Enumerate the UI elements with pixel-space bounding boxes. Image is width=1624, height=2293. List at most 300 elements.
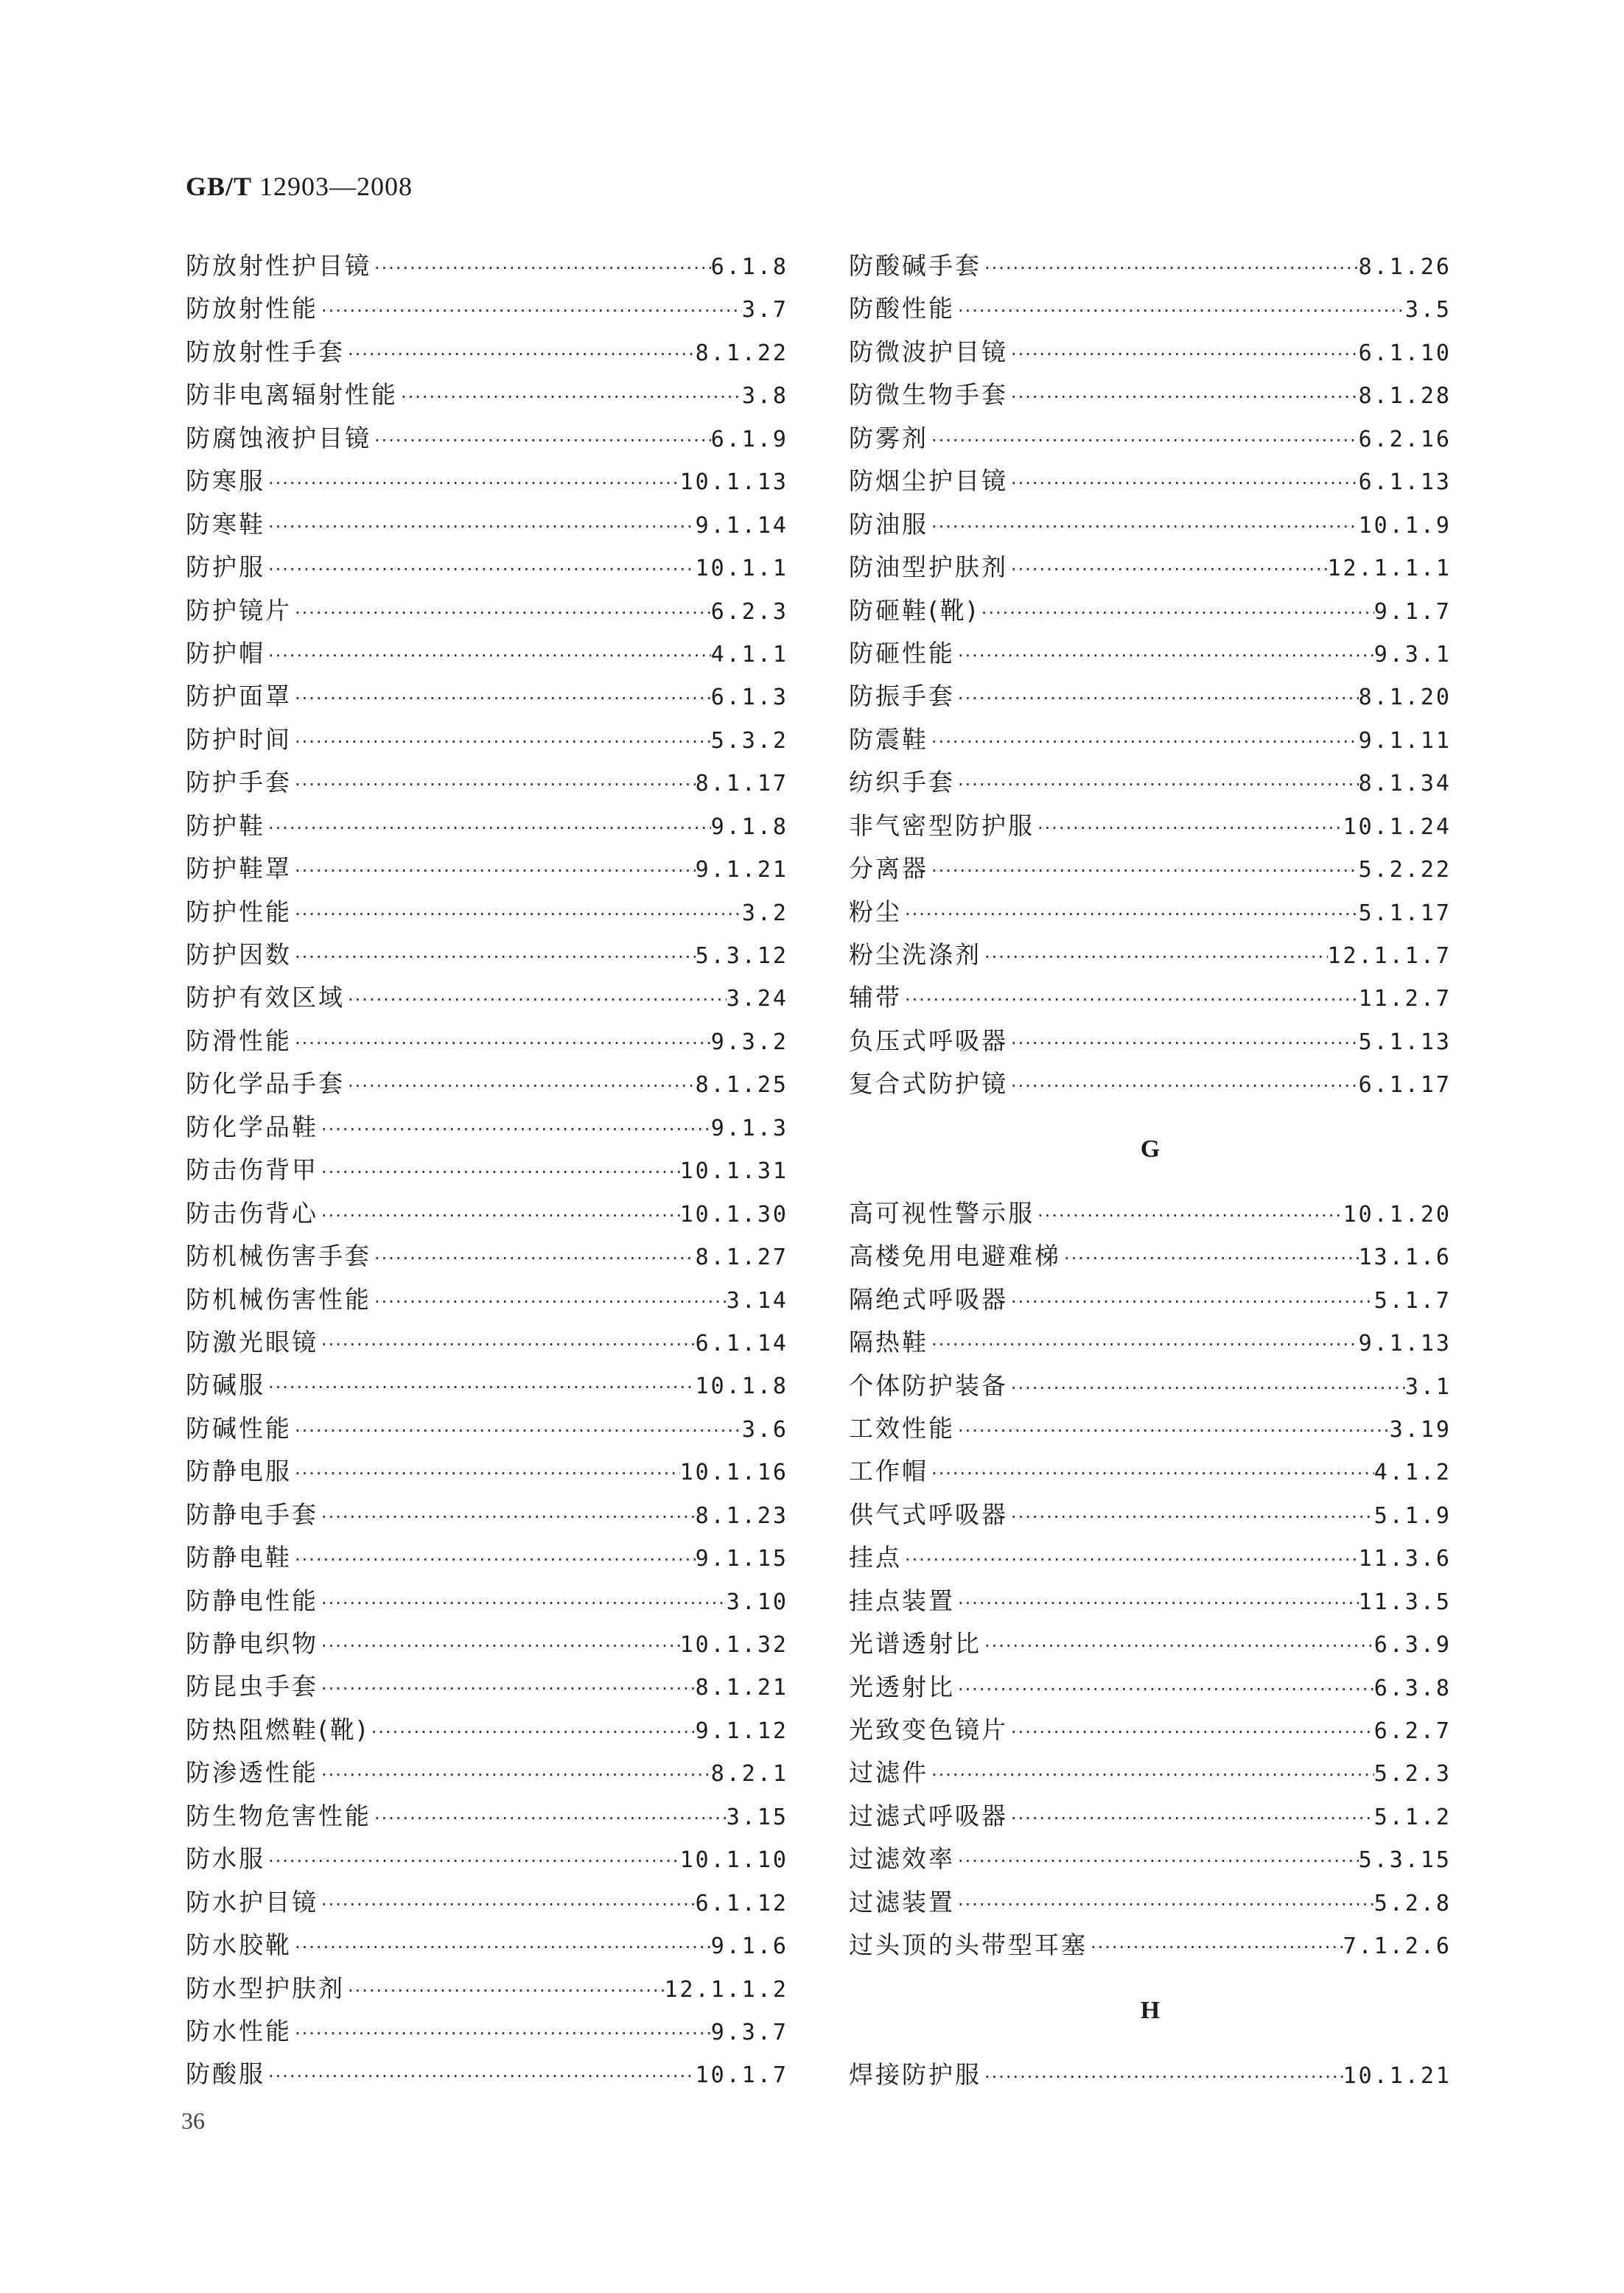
index-entry bbox=[849, 1450, 1452, 1493]
clause-number: 9.3.7 bbox=[710, 2019, 788, 2045]
dot-leader bbox=[955, 677, 1359, 720]
index-entry bbox=[849, 1321, 1452, 1364]
dot-leader bbox=[318, 1323, 696, 1366]
index-entry bbox=[186, 1321, 788, 1364]
clause-number: 9.3.1 bbox=[1373, 641, 1452, 668]
index-term: 光透射比 bbox=[849, 1672, 955, 1701]
index-entry bbox=[849, 2054, 1452, 2096]
index-entry bbox=[186, 1149, 788, 1191]
index-term: 防碱性能 bbox=[186, 1413, 292, 1443]
index-entry bbox=[186, 460, 788, 503]
clause-number: 13.1.6 bbox=[1358, 1244, 1452, 1271]
clause-number: 9.1.12 bbox=[695, 1718, 788, 1744]
index-entry bbox=[186, 546, 788, 589]
index-term: 工效性能 bbox=[849, 1413, 955, 1443]
index-term: 防静电服 bbox=[186, 1457, 292, 1486]
clause-number: 5.3.12 bbox=[695, 943, 788, 969]
clause-number: 12.1.1.2 bbox=[664, 1976, 788, 2003]
standard-number bbox=[186, 171, 413, 202]
index-entry bbox=[849, 1622, 1452, 1665]
index-entry bbox=[186, 245, 788, 287]
index-entry bbox=[849, 805, 1452, 847]
clause-number: 8.1.17 bbox=[695, 771, 788, 797]
index-term: 防渗透性能 bbox=[186, 1758, 318, 1788]
dot-leader bbox=[1008, 1797, 1374, 1840]
index-entry bbox=[849, 287, 1452, 330]
index-term: 个体防护装备 bbox=[849, 1370, 1008, 1400]
dot-leader bbox=[1061, 1237, 1359, 1280]
index-entry bbox=[849, 417, 1452, 460]
index-term: 防水护目镜 bbox=[186, 1887, 318, 1916]
clause-number: 10.1.10 bbox=[679, 1847, 788, 1874]
index-term: 负压式呼吸器 bbox=[849, 1026, 1008, 1055]
clause-number: 6.1.12 bbox=[695, 1890, 788, 1916]
dot-leader bbox=[981, 1625, 1374, 1667]
index-entry bbox=[186, 632, 788, 675]
dot-leader bbox=[345, 979, 727, 1021]
clause-number: 5.2.3 bbox=[1373, 1761, 1452, 1788]
dot-leader bbox=[1008, 462, 1359, 505]
clause-number: 3.8 bbox=[741, 383, 788, 410]
index-entry bbox=[186, 1967, 788, 2010]
clause-number: 9.3.2 bbox=[710, 1029, 788, 1055]
index-entry bbox=[186, 1192, 788, 1235]
index-term: 隔热鞋 bbox=[849, 1328, 928, 1357]
dot-leader bbox=[318, 1194, 680, 1237]
dot-leader bbox=[318, 290, 742, 332]
index-entry bbox=[186, 934, 788, 976]
dot-leader bbox=[292, 850, 696, 892]
dot-leader bbox=[371, 1797, 727, 1840]
index-term: 非气密型防护服 bbox=[849, 811, 1035, 840]
clause-number: 8.1.22 bbox=[695, 340, 788, 366]
index-entry bbox=[849, 503, 1452, 546]
index-section-g bbox=[849, 1192, 1452, 1967]
index-entry bbox=[849, 1235, 1452, 1278]
clause-number: 8.1.26 bbox=[1358, 254, 1452, 280]
index-term: 防酸碱手套 bbox=[849, 251, 981, 280]
clause-number: 9.1.8 bbox=[710, 813, 788, 840]
index-entry bbox=[849, 847, 1452, 890]
index-entry bbox=[849, 331, 1452, 374]
index-term: 防化学品鞋 bbox=[186, 1112, 318, 1141]
index-entry bbox=[849, 1536, 1452, 1579]
index-entry bbox=[849, 1494, 1452, 1536]
index-entry bbox=[849, 1795, 1452, 1838]
clause-number: 3.15 bbox=[726, 1804, 788, 1830]
index-entry bbox=[186, 805, 788, 847]
index-entry bbox=[186, 891, 788, 934]
clause-number: 10.1.30 bbox=[679, 1201, 788, 1228]
index-entry bbox=[186, 1407, 788, 1450]
dot-leader bbox=[371, 419, 711, 462]
dot-leader bbox=[265, 634, 711, 677]
index-term: 防护鞋 bbox=[186, 811, 265, 840]
dot-leader bbox=[955, 1410, 1390, 1452]
index-entry bbox=[186, 1364, 788, 1407]
clause-number: 6.3.9 bbox=[1373, 1632, 1452, 1659]
dot-leader bbox=[318, 1151, 680, 1194]
clause-number: 10.1.7 bbox=[695, 2062, 788, 2089]
index-entry bbox=[186, 1580, 788, 1622]
dot-leader bbox=[318, 1667, 696, 1710]
section-heading-h: H bbox=[1140, 1996, 1161, 2024]
dot-leader bbox=[318, 1496, 696, 1538]
dot-leader bbox=[292, 893, 742, 936]
dot-leader bbox=[979, 592, 1374, 634]
dot-leader bbox=[981, 247, 1359, 290]
index-entry bbox=[186, 1536, 788, 1579]
index-term: 防护面罩 bbox=[186, 682, 292, 711]
index-term: 防砸性能 bbox=[849, 638, 955, 668]
index-entry bbox=[186, 1450, 788, 1493]
index-entry bbox=[186, 675, 788, 718]
dot-leader bbox=[398, 376, 742, 419]
dot-leader bbox=[292, 721, 711, 763]
index-entry bbox=[849, 1751, 1452, 1794]
dot-leader bbox=[371, 1237, 696, 1280]
index-entry bbox=[186, 503, 788, 546]
dot-leader bbox=[371, 1281, 727, 1323]
index-term: 防护因数 bbox=[186, 940, 292, 969]
index-term: 防击伤背甲 bbox=[186, 1155, 318, 1185]
clause-number: 6.1.8 bbox=[710, 254, 788, 280]
clause-number: 8.1.21 bbox=[695, 1675, 788, 1701]
clause-number: 9.1.11 bbox=[1358, 727, 1452, 754]
index-entry bbox=[849, 675, 1452, 718]
index-term: 光致变色镜片 bbox=[849, 1715, 1008, 1744]
dot-leader bbox=[1008, 548, 1328, 591]
index-entry bbox=[186, 1106, 788, 1149]
dot-leader bbox=[1008, 1065, 1359, 1107]
index-term: 防静电性能 bbox=[186, 1586, 318, 1615]
index-term: 高可视性警示服 bbox=[849, 1198, 1035, 1228]
dot-leader bbox=[265, 548, 696, 591]
index-term: 防静电鞋 bbox=[186, 1543, 292, 1572]
dot-leader bbox=[1088, 1926, 1343, 1969]
clause-number: 10.1.1 bbox=[695, 556, 788, 582]
clause-number: 3.6 bbox=[741, 1416, 788, 1443]
index-term: 防震鞋 bbox=[849, 724, 928, 754]
index-term: 防滑性能 bbox=[186, 1026, 292, 1055]
index-term: 辅带 bbox=[849, 983, 902, 1012]
index-entry bbox=[849, 1580, 1452, 1622]
clause-number: 7.1.2.6 bbox=[1343, 1933, 1452, 1960]
dot-leader bbox=[318, 1625, 680, 1667]
dot-leader bbox=[1008, 333, 1359, 376]
index-entry bbox=[849, 1278, 1452, 1321]
index-term: 防碱服 bbox=[186, 1370, 265, 1400]
index-entry bbox=[186, 1622, 788, 1665]
index-term: 防腐蚀液护目镜 bbox=[186, 423, 371, 452]
index-term: 防静电织物 bbox=[186, 1629, 318, 1658]
index-term: 防酸性能 bbox=[849, 294, 955, 323]
dot-leader bbox=[955, 763, 1359, 806]
clause-number: 8.1.28 bbox=[1358, 383, 1452, 410]
clause-number: 9.1.7 bbox=[1373, 598, 1452, 625]
index-entry bbox=[186, 417, 788, 460]
index-term: 防烟尘护目镜 bbox=[849, 466, 1008, 496]
clause-number: 9.1.6 bbox=[710, 1933, 788, 1960]
dot-leader bbox=[955, 1840, 1359, 1883]
clause-number: 3.10 bbox=[726, 1589, 788, 1615]
clause-number: 3.5 bbox=[1404, 297, 1452, 323]
index-entry bbox=[186, 1881, 788, 1924]
dot-leader bbox=[318, 1108, 711, 1151]
index-entry bbox=[849, 1709, 1452, 1751]
clause-number: 9.1.14 bbox=[695, 512, 788, 539]
index-term: 防酸服 bbox=[186, 2059, 265, 2089]
dot-leader bbox=[1008, 1367, 1405, 1410]
clause-number: 3.2 bbox=[741, 900, 788, 926]
index-term: 防寒服 bbox=[186, 466, 265, 496]
dot-leader bbox=[902, 1538, 1359, 1581]
index-entry bbox=[186, 2010, 788, 2053]
dot-leader bbox=[1035, 807, 1343, 850]
clause-number: 6.1.3 bbox=[710, 685, 788, 711]
clause-number: 5.1.7 bbox=[1373, 1287, 1452, 1314]
index-term: 防护性能 bbox=[186, 897, 292, 926]
index-column-left bbox=[186, 245, 788, 2096]
index-term: 粉尘洗涤剂 bbox=[849, 940, 981, 969]
index-entry bbox=[186, 1665, 788, 1708]
index-entry bbox=[849, 1838, 1452, 1880]
index-entry bbox=[186, 718, 788, 761]
index-entry bbox=[849, 460, 1452, 503]
index-entry bbox=[849, 245, 1452, 287]
dot-leader bbox=[928, 1452, 1374, 1495]
dot-leader bbox=[902, 893, 1359, 936]
clause-number: 10.1.13 bbox=[679, 469, 788, 496]
clause-number: 11.3.6 bbox=[1358, 1546, 1452, 1572]
dot-leader bbox=[1035, 1194, 1343, 1237]
clause-number: 10.1.24 bbox=[1343, 813, 1452, 840]
dot-leader bbox=[955, 1582, 1359, 1625]
index-entry bbox=[186, 1838, 788, 1880]
index-term: 防化学品手套 bbox=[186, 1069, 345, 1099]
dot-leader bbox=[1008, 1281, 1374, 1323]
index-term: 防放射性手套 bbox=[186, 337, 345, 366]
dot-leader bbox=[928, 1754, 1374, 1796]
index-entry bbox=[186, 1924, 788, 1967]
clause-number: 4.1.1 bbox=[710, 641, 788, 668]
clause-number: 10.1.20 bbox=[1343, 1201, 1452, 1228]
index-entry bbox=[849, 1666, 1452, 1709]
index-entry bbox=[849, 1365, 1452, 1407]
dot-leader bbox=[955, 1883, 1374, 1926]
index-section-f bbox=[849, 245, 1452, 1106]
clause-number: 3.19 bbox=[1389, 1416, 1452, 1443]
clause-number: 6.2.3 bbox=[710, 598, 788, 625]
index-term: 防水型护肤剂 bbox=[186, 1973, 345, 2003]
index-term: 防砸鞋(靴) bbox=[849, 595, 979, 625]
dot-leader bbox=[318, 1582, 727, 1625]
index-entry bbox=[186, 331, 788, 374]
index-entry bbox=[849, 976, 1452, 1019]
dot-leader bbox=[1008, 1022, 1359, 1065]
index-term: 分离器 bbox=[849, 854, 928, 883]
index-term: 过头顶的头带型耳塞 bbox=[849, 1930, 1088, 1960]
index-term: 复合式防护镜 bbox=[849, 1069, 1008, 1099]
index-section-h bbox=[849, 2054, 1452, 2096]
index-entry bbox=[186, 287, 788, 330]
clause-number: 8.1.25 bbox=[695, 1072, 788, 1099]
clause-number: 4.1.2 bbox=[1373, 1460, 1452, 1486]
index-entry bbox=[849, 934, 1452, 976]
index-term: 防护手套 bbox=[186, 768, 292, 797]
index-entry bbox=[186, 1020, 788, 1063]
index-entry bbox=[849, 1063, 1452, 1105]
index-term: 焊接防护服 bbox=[849, 2059, 981, 2089]
index-term: 高楼免用电避难梯 bbox=[849, 1242, 1061, 1271]
index-entry bbox=[186, 1278, 788, 1321]
index-term: 防昆虫手套 bbox=[186, 1672, 318, 1701]
clause-number: 11.2.7 bbox=[1358, 986, 1452, 1012]
index-term: 防静电手套 bbox=[186, 1499, 318, 1529]
dot-leader bbox=[318, 1883, 696, 1926]
clause-number: 10.1.16 bbox=[679, 1460, 788, 1486]
index-term: 防微生物手套 bbox=[849, 380, 1008, 410]
dot-leader bbox=[368, 1711, 696, 1754]
clause-number: 8.2.1 bbox=[710, 1761, 788, 1788]
index-entry bbox=[186, 1063, 788, 1105]
clause-number: 5.2.22 bbox=[1358, 857, 1452, 883]
index-term: 工作帽 bbox=[849, 1457, 928, 1486]
dot-leader bbox=[292, 1452, 680, 1495]
clause-number: 6.1.9 bbox=[710, 426, 788, 452]
page-number: 36 bbox=[181, 2107, 205, 2134]
clause-number: 6.1.13 bbox=[1358, 469, 1452, 496]
index-column-right bbox=[849, 245, 1452, 2096]
index-entry bbox=[186, 1235, 788, 1278]
index-term: 防护镜片 bbox=[186, 595, 292, 625]
dot-leader bbox=[928, 721, 1359, 763]
index-term: 防放射性护目镜 bbox=[186, 251, 371, 280]
clause-number: 3.1 bbox=[1404, 1373, 1452, 1400]
dot-leader bbox=[371, 247, 711, 290]
index-term: 过滤件 bbox=[849, 1758, 928, 1788]
index-term: 过滤装置 bbox=[849, 1887, 955, 1916]
dot-leader bbox=[345, 333, 696, 376]
dot-leader bbox=[928, 505, 1359, 548]
clause-number: 6.3.8 bbox=[1373, 1675, 1452, 1701]
index-entry bbox=[186, 589, 788, 632]
clause-number: 6.2.16 bbox=[1358, 426, 1452, 452]
section-heading-g: G bbox=[1140, 1135, 1161, 1163]
clause-number: 10.1.21 bbox=[1343, 2062, 1452, 2089]
dot-leader bbox=[292, 1410, 742, 1452]
dot-leader bbox=[902, 979, 1359, 1021]
clause-number: 5.1.13 bbox=[1358, 1029, 1452, 1055]
dot-leader bbox=[1008, 376, 1359, 419]
dot-leader bbox=[292, 1926, 711, 1969]
clause-number: 6.2.7 bbox=[1373, 1718, 1452, 1744]
index-entry bbox=[849, 374, 1452, 416]
clause-number: 12.1.1.1 bbox=[1327, 556, 1452, 582]
index-entry bbox=[186, 1709, 788, 1751]
index-term: 隔绝式呼吸器 bbox=[849, 1284, 1008, 1314]
index-term: 防护时间 bbox=[186, 724, 292, 754]
index-term: 纺织手套 bbox=[849, 768, 955, 797]
index-entry bbox=[849, 891, 1452, 934]
index-term: 光谱透射比 bbox=[849, 1629, 981, 1659]
index-term: 防生物危害性能 bbox=[186, 1801, 371, 1830]
clause-number: 10.1.31 bbox=[679, 1158, 788, 1185]
clause-number: 10.1.32 bbox=[679, 1632, 788, 1658]
index-term: 防水胶靴 bbox=[186, 1930, 292, 1960]
index-term: 防油服 bbox=[849, 509, 928, 539]
index-entry bbox=[849, 718, 1452, 761]
dot-leader bbox=[292, 763, 696, 806]
dot-leader bbox=[1008, 1496, 1374, 1538]
dot-leader bbox=[292, 677, 711, 720]
clause-number: 9.1.3 bbox=[710, 1115, 788, 1141]
index-entry bbox=[186, 2053, 788, 2096]
index-term: 挂点 bbox=[849, 1543, 902, 1572]
index-term: 防热阻燃鞋(靴) bbox=[186, 1715, 368, 1744]
index-entry bbox=[849, 1020, 1452, 1063]
dot-leader bbox=[265, 505, 696, 548]
index-term: 防机械伤害性能 bbox=[186, 1284, 371, 1314]
dot-leader bbox=[292, 1022, 711, 1065]
clause-number: 3.14 bbox=[726, 1287, 788, 1314]
clause-number: 8.1.23 bbox=[695, 1502, 788, 1529]
clause-number: 10.1.9 bbox=[1358, 512, 1452, 539]
index-term: 防水服 bbox=[186, 1844, 265, 1874]
index-entry bbox=[186, 761, 788, 804]
dot-leader bbox=[345, 1970, 665, 2012]
index-entry bbox=[849, 1407, 1452, 1450]
clause-number: 11.3.5 bbox=[1358, 1589, 1452, 1615]
index-entry bbox=[849, 1924, 1452, 1967]
clause-number: 3.7 bbox=[741, 297, 788, 323]
clause-number: 5.3.2 bbox=[710, 727, 788, 754]
dot-leader bbox=[955, 1668, 1374, 1711]
index-entry bbox=[186, 1494, 788, 1536]
dot-leader bbox=[265, 1840, 680, 1883]
dot-leader bbox=[981, 2056, 1343, 2098]
clause-number: 5.3.15 bbox=[1358, 1847, 1452, 1874]
index-term: 防油型护肤剂 bbox=[849, 553, 1008, 582]
index-entry bbox=[186, 1795, 788, 1838]
clause-number: 6.1.10 bbox=[1358, 340, 1452, 366]
index-term: 防护有效区域 bbox=[186, 983, 345, 1012]
index-entry bbox=[849, 1192, 1452, 1235]
index-entry bbox=[849, 1881, 1452, 1924]
dot-leader bbox=[292, 1538, 696, 1581]
dot-leader bbox=[955, 634, 1374, 677]
index-term: 防振手套 bbox=[849, 682, 955, 711]
index-entry bbox=[186, 1751, 788, 1794]
index-entry bbox=[849, 546, 1452, 589]
index-term: 防护帽 bbox=[186, 638, 265, 668]
dot-leader bbox=[292, 2012, 711, 2055]
clause-number: 9.1.13 bbox=[1358, 1331, 1452, 1357]
index-term: 挂点装置 bbox=[849, 1586, 955, 1615]
clause-number: 6.1.17 bbox=[1358, 1072, 1452, 1099]
dot-leader bbox=[265, 807, 711, 850]
clause-number: 10.1.8 bbox=[695, 1373, 788, 1400]
clause-number: 9.1.15 bbox=[695, 1546, 788, 1572]
dot-leader bbox=[265, 1366, 696, 1409]
index-term: 供气式呼吸器 bbox=[849, 1499, 1008, 1529]
clause-number: 8.1.34 bbox=[1358, 771, 1452, 797]
clause-number: 5.1.17 bbox=[1358, 900, 1452, 926]
index-term: 防护服 bbox=[186, 553, 265, 582]
dot-leader bbox=[928, 419, 1359, 462]
clause-number: 3.24 bbox=[726, 986, 788, 1012]
standard-code: GB/T bbox=[186, 172, 253, 201]
